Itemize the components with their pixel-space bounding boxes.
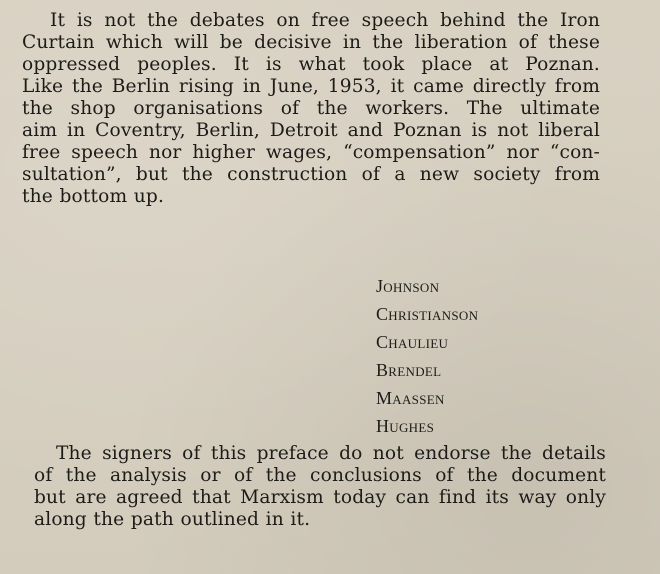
text-line: Like the Berlin rising in June, 1953, it came directly from	[22, 76, 600, 97]
text-line: aim in Coventry, Berlin, Detroit and Poznan is not liberal	[22, 120, 600, 141]
signer-name: Maassen	[376, 388, 445, 408]
paragraph-signers-note	[34, 443, 606, 531]
text-line: along the path outlined in it.	[34, 509, 311, 530]
text-line: oppressed peoples. It is what took place at Poznan.	[22, 54, 600, 75]
text-line: free speech nor higher wages, “compensation” nor “con-	[22, 142, 600, 163]
signer-name: Hughes	[376, 416, 435, 436]
text-line: the bottom up.	[22, 186, 165, 207]
text-line: The signers of this preface do not endorse the details	[56, 443, 606, 464]
signer-name: Johnson	[376, 276, 440, 296]
signers-list	[376, 272, 478, 440]
text-line: but are agreed that Marxism today can find its way only	[34, 487, 606, 508]
text-line: sultation”, but the construction of a new society from	[22, 164, 600, 185]
signer-name: Christianson	[376, 304, 479, 324]
text-line: the shop organisations of the workers. The ultimate	[22, 98, 600, 119]
text-line: It is not the debates on free speech behind the Iron	[50, 10, 600, 31]
text-line: Curtain which will be decisive in the liberation of these	[22, 32, 600, 53]
signer-name: Chaulieu	[376, 332, 449, 352]
signer-name: Brendel	[376, 360, 442, 380]
text-line: of the analysis or of the conclusions of the document	[34, 465, 606, 486]
paragraph-free-speech	[22, 10, 600, 208]
